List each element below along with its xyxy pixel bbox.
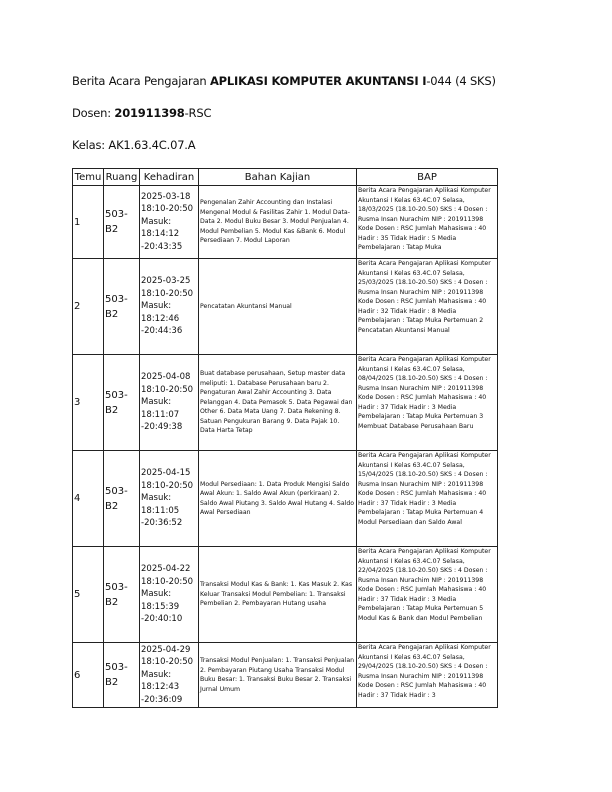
attendance-cell — [140, 451, 199, 547]
table-row — [73, 643, 498, 708]
room-cell: 503-B2 — [104, 643, 140, 708]
bap-text: Berita Acara Pengajaran Aplikasi Komputer Akuntansi I Kelas 63.4C.07 Selasa, 29/04/2025 (18.10-20.50) SKS : 4 Dosen : Rusma Insan Nurachim NIP : 201911398 Kode Dosen : RSC Jumlah Mahasiswa : 40 Hadir : 37 Tidak Hadir : 3 — [358, 644, 491, 699]
attendance-cell — [140, 259, 199, 355]
attendance-cell — [140, 643, 199, 708]
title-prefix: Berita Acara Pengajaran — [72, 74, 210, 88]
session-time: 18:10-20:50 — [141, 204, 194, 215]
bap-text: Berita Acara Pengajaran Aplikasi Komputer Akuntansi I Kelas 63.4C.07 Selasa, 15/04/2025 (18.10-20.50) SKS : 4 Dosen : Rusma Insan Nurachim NIP : 201911398 Kode Dosen : RSC Jumlah Mahasiswa : 40 Hadir : 37 Tidak Hadir : 3 Media Pembelajaran : Tatap Muka Pertemuan 4 Modul Persediaan dan Saldo Awal — [358, 452, 491, 526]
material-cell: Transaksi Modul Penjualan: 1. Transaksi Penjualan 2. Pembayaran Piutang Usaha Transaksi Modul Buku Besar: 1. Transaksi Buku Besar 2. Transaksi Jurnal Umum — [199, 643, 357, 708]
bap-text: Berita Acara Pengajaran Aplikasi Komputer Akuntansi I Kelas 63.4C.07 Selasa, 25/03/2025 (18.10-20.50) SKS : 4 Dosen : Rusma Insan Nurachim NIP : 201911398 Kode Dosen : RSC Jumlah Mahasiswa : 40 Hadir : 32 Tidak Hadir : 8 Media Pembelajaran : Tatap Muka Pertemuan 2 Pencatatan Akuntansi Manual — [358, 260, 491, 334]
meeting-number: 4 — [73, 451, 104, 547]
meeting-number: 5 — [73, 547, 104, 643]
room-cell: 503-B2 — [104, 355, 140, 451]
table-header-row — [73, 169, 498, 186]
check-in-time: Masuk: 18:12:46 -20:44:36 — [141, 301, 183, 337]
bap-cell — [357, 547, 498, 643]
check-in-time: Masuk: 18:11:07 -20:49:38 — [141, 397, 183, 433]
bap-cell — [357, 259, 498, 355]
bap-cell — [357, 186, 498, 259]
session-time: 18:10-20:50 — [141, 288, 194, 299]
col-header-room: Ruang — [104, 169, 140, 186]
lecturer-label: Dosen: — [72, 106, 115, 120]
session-date: 2025-03-18 — [141, 191, 191, 202]
room-cell: 503-B2 — [104, 451, 140, 547]
room-cell: 503-B2 — [104, 186, 140, 259]
session-time: 18:10-20:50 — [141, 384, 194, 395]
attendance-cell — [140, 186, 199, 259]
document-header — [66, 71, 542, 153]
col-header-bap: BAP — [357, 169, 498, 186]
bap-cell — [357, 355, 498, 451]
table-row — [73, 355, 498, 451]
col-header-attendance: Kehadiran — [140, 169, 199, 186]
table-row — [73, 259, 498, 355]
material-cell: Buat database perusahaan, Setup master data meliputi: 1. Database Perusahaan baru 2. Pengaturan Awal Zahir Accounting 3. Data Pelanggan 4. Data Pemasok 5. Data Pegawai dan Other 6. Data Mata Uang 7. Data Rekening 8. Satuan Pengukuran Barang 9. Data Pajak 10. Data Harta Tetap — [199, 355, 357, 451]
material-cell: Transaksi Modul Kas & Bank: 1. Kas Masuk 2. Kas Keluar Transaksi Modul Pembelian: 1. Transaksi Pembelian 2. Pembayaran Hutang usaha — [199, 547, 357, 643]
meeting-number: 6 — [73, 643, 104, 708]
bap-text: Berita Acara Pengajaran Aplikasi Komputer Akuntansi I Kelas 63.4C.07 Selasa, 08/04/2025 (18.10-20.50) SKS : 4 Dosen : Rusma Insan Nurachim NIP : 201911398 Kode Dosen : RSC Jumlah Mahasiswa : 40 Hadir : 37 Tidak Hadir : 3 Media Pembelajaran : Tatap Muka Pertemuan 3 Membuat Database Perusahaan Baru — [358, 356, 491, 430]
bap-cell — [357, 643, 498, 708]
check-in-time: Masuk: 18:14:12 -20:43:35 — [141, 216, 183, 252]
lecturer-line — [72, 106, 211, 120]
table-row — [73, 547, 498, 643]
course-code: -044 (4 SKS) — [426, 74, 496, 88]
table-row — [73, 186, 498, 259]
check-in-time: Masuk: 18:12:43 -20:36:09 — [141, 669, 183, 705]
meeting-number: 2 — [73, 259, 104, 355]
lecturer-code: -RSC — [184, 106, 212, 120]
material-cell: Pencatatan Akuntansi Manual — [199, 259, 357, 355]
bap-text: Berita Acara Pengajaran Aplikasi Komputer Akuntansi I Kelas 63.4C.07 Selasa, 18/03/2025 (18.10-20.50) SKS : 4 Dosen : Rusma Insan Nurachim NIP : 201911398 Kode Dosen : RSC Jumlah Mahasiswa : 40 Hadir : 35 Tidak Hadir : 5 Media Pembelajaran : Tatap Muka — [358, 187, 491, 251]
material-cell: Pengenalan Zahir Accounting dan Instalasi Mengenal Modul & Fasilitas Zahir 1. Modul Data-Data 2. Modul Buku Besar 3. Modul Penjualan 4. Modul Pembelian 5. Modul Kas &Bank 6. Modul Persediaan 7. Modul Laporan — [199, 186, 357, 259]
lecturer-id: 201911398 — [114, 106, 185, 120]
attendance-cell — [140, 547, 199, 643]
meeting-number: 3 — [73, 355, 104, 451]
check-in-time: Masuk: 18:15:39 -20:40:10 — [141, 589, 183, 625]
attendance-cell — [140, 355, 199, 451]
col-header-material: Bahan Kajian — [199, 169, 357, 186]
session-time: 18:10-20:50 — [141, 576, 194, 587]
bap-text: Berita Acara Pengajaran Aplikasi Komputer Akuntansi I Kelas 63.4C.07 Selasa, 22/04/2025 (18.10-20.50) SKS : 4 Dosen : Rusma Insan Nurachim NIP : 201911398 Kode Dosen : RSC Jumlah Mahasiswa : 40 Hadir : 37 Tidak Hadir : 3 Media Pembelajaran : Tatap Muka Pertemuan 5 Modul Kas & Bank dan Modul Pembelian — [358, 548, 491, 622]
table-row — [73, 451, 498, 547]
class-line: Kelas: AK1.63.4C.07.A — [72, 138, 196, 152]
session-date: 2025-04-22 — [141, 564, 191, 575]
report-title — [72, 74, 496, 88]
session-date: 2025-03-25 — [141, 276, 191, 287]
session-time: 18:10-20:50 — [141, 657, 194, 668]
check-in-time: Masuk: 18:11:05 -20:36:52 — [141, 493, 183, 529]
material-cell: Modul Persediaan: 1. Data Produk Mengisi Saldo Awal Akun: 1. Saldo Awal Akun (perkiraan) 2. Saldo Awal Piutang 3. Saldo Awal Hutang 4. Saldo Awal Persediaan — [199, 451, 357, 547]
bap-cell — [357, 451, 498, 547]
course-name: APLIKASI KOMPUTER AKUNTANSI I — [209, 74, 427, 88]
room-cell: 503-B2 — [104, 259, 140, 355]
session-date: 2025-04-29 — [141, 644, 191, 655]
meeting-number: 1 — [73, 186, 104, 259]
session-date: 2025-04-08 — [141, 372, 191, 383]
col-header-meeting: Temu — [73, 169, 104, 186]
session-time: 18:10-20:50 — [141, 480, 194, 491]
session-date: 2025-04-15 — [141, 468, 191, 479]
attendance-table — [72, 168, 498, 708]
room-cell: 503-B2 — [104, 547, 140, 643]
